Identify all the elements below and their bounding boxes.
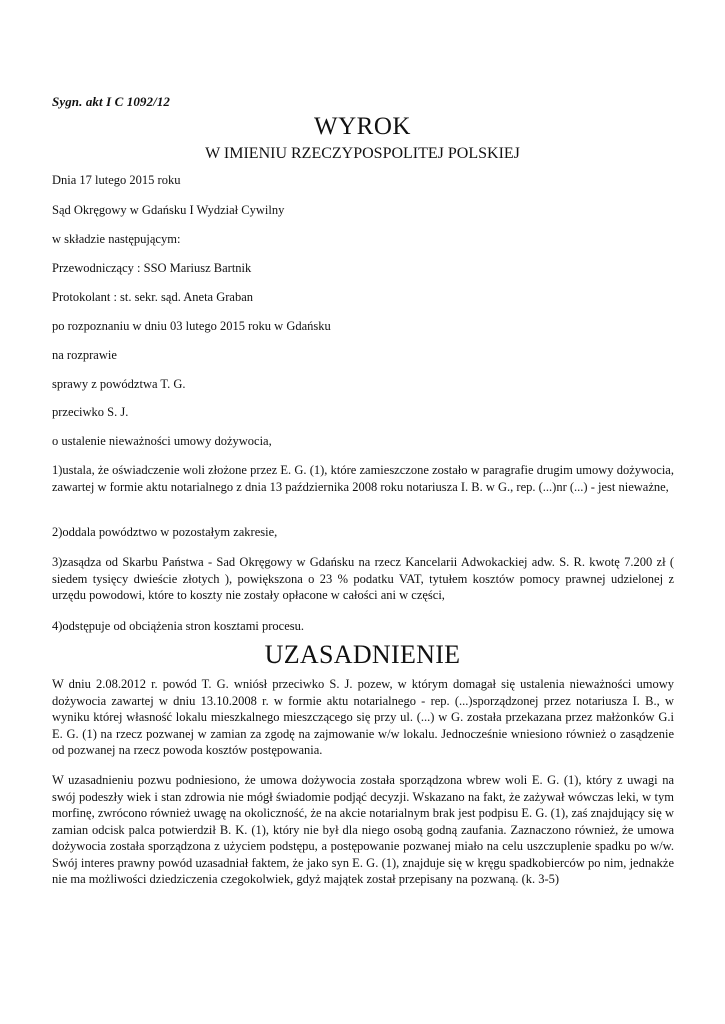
defendant: przeciwko S. J. xyxy=(52,405,129,419)
justification-paragraph: W uzasadnieniu pozwu podniesiono, że umowa dożywocia została sporządzona wbrew woli E. G. (1), który z uwagi na swój podeszły wiek i stan zdrowia nie mógł świadomie podjąć decyzji. Wskazano na fakt, że zażywał wówczas leki, w tym morfinę, zwrócono również uwagę na okoliczność, że na akcie notarialnym brak jest podpisu E. G. (1), zaś znajdujący się w zamian odcisk palca potwierdził B. K. (1), który nie był dla niego osobą godną zaufania. Zaznaczono również, że umowa dożywocia została sporządzona z użyciem podstępu, a postępowanie pozwanej miało na celu uszczuplenie spadku po w/w. Swój interes prawny powód uzasadniał faktem, że jako syn E. G. (1), znajduje się w kręgu spadkobierców po nim, jednakże nie ma możliwości dziedziczenia czegokolwiek, gdyż majątek został przepisany na pozwaną. (k. 3-5) xyxy=(52,773,674,886)
composition-intro: w składzie następującym: xyxy=(52,232,181,246)
hearing-type: na rozprawie xyxy=(52,348,117,362)
ruling-item: 4)odstępuje od obciążenia stron kosztami procesu. xyxy=(52,619,305,633)
court-clerk: Protokolant : st. sekr. sąd. Aneta Graban xyxy=(52,290,254,304)
judgment-title: WYROK xyxy=(314,113,411,140)
case-number: Sygn. akt I C 1092/12 xyxy=(52,94,171,109)
ruling-item: 2)oddala powództwo w pozostałym zakresie, xyxy=(52,525,278,539)
plaintiff: sprawy z powództwa T. G. xyxy=(52,377,186,391)
hearing-date: po rozpoznaniu w dniu 03 lutego 2015 roku w Gdańsku xyxy=(52,319,331,333)
justification-heading: UZASADNIENIE xyxy=(264,640,461,669)
case-subject: o ustalenie nieważności umowy dożywocia, xyxy=(52,434,272,448)
judgment-date: Dnia 17 lutego 2015 roku xyxy=(52,173,181,187)
presiding-judge: Przewodniczący : SSO Mariusz Bartnik xyxy=(52,261,252,275)
court-name: Sąd Okręgowy w Gdańsku I Wydział Cywilny xyxy=(52,203,285,217)
judgment-subtitle: W IMIENIU RZECZYPOSPOLITEJ POLSKIEJ xyxy=(205,145,520,162)
ruling-item: 3)zasądza od Skarbu Państwa - Sad Okręgowy w Gdańsku na rzecz Kancelarii Adwokackiej adw. S. R. kwotę 7.200 zł ( siedem tysięcy dwieście złotych ), powiększona o 23 % podatku VAT, tytułem kosztów pomocy prawnej udzielonej z urzędu powodowi, które to koszty nie zostały opłacone w całości ani w części, xyxy=(52,555,674,602)
ruling-item: 1)ustala, że oświadczenie woli złożone przez E. G. (1), które zamieszczone zostało w paragrafie drugim umowy dożywocia, zawartej w formie aktu notarialnego z dnia 13 października 2008 roku notariusza I. B. w G., rep. (...)nr (...) - jest nieważne, xyxy=(52,463,674,494)
justification-paragraph: W dniu 2.08.2012 r. powód T. G. wniósł przeciwko S. J. pozew, w którym domagał się ustalenia nieważności umowy dożywocia zawartej w dniu 13.10.2008 r. w formie aktu notarialnego - rep. (...)sporządzonej przez notariusza I. B., w wyniku której własność lokalu mieszkalnego mieszczącego się przy ul. (...) w G. została przekazana przez małżonków G.i E. G. (1) na rzecz pozwanej w zamian za zgodę na zajmowanie w/w lokalu. Jednocześnie wniesiono również o zasądzenie od pozwanej na rzecz powoda kosztów postępowania. xyxy=(52,677,674,757)
